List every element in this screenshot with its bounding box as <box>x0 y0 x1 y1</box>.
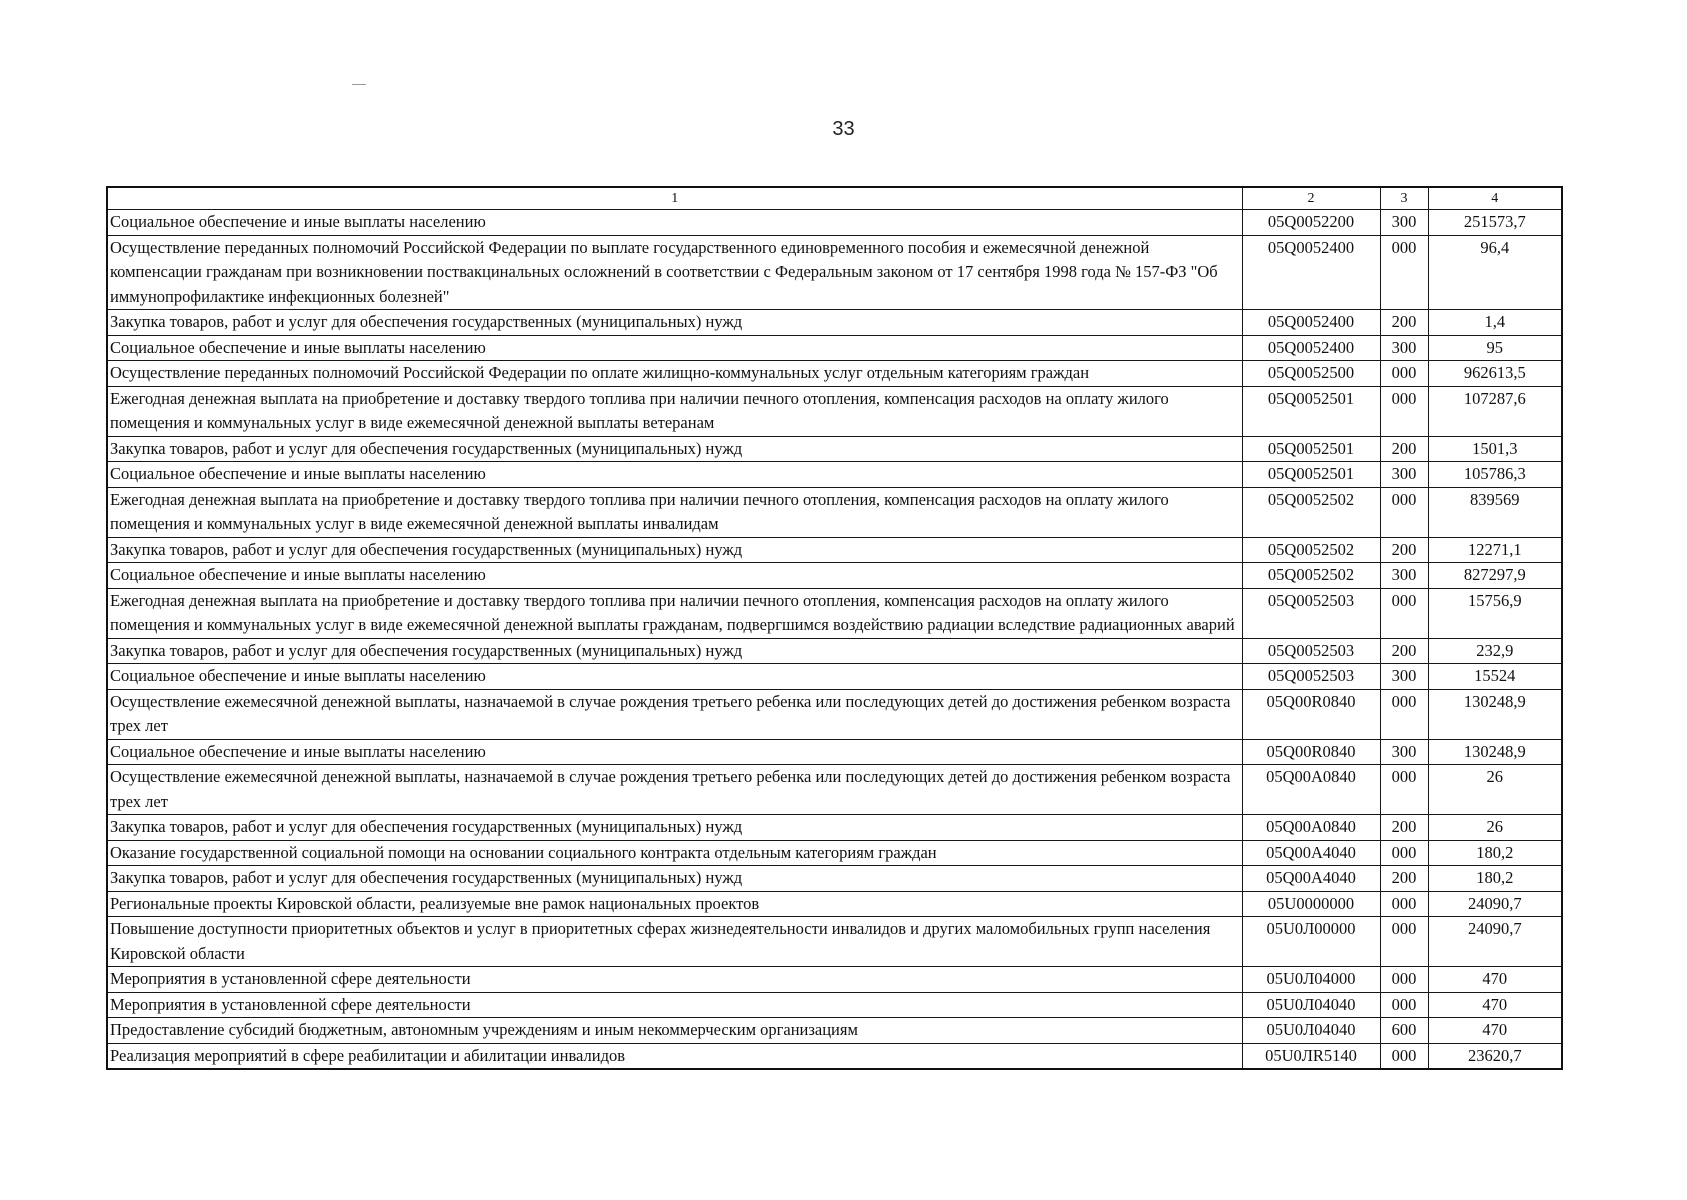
cell-name: Закупка товаров, работ и услуг для обеспечения государственных (муниципальных) нужд <box>107 310 1242 336</box>
cell-code: 05Q00A4040 <box>1242 866 1380 892</box>
cell-type: 000 <box>1380 967 1428 993</box>
table-row <box>107 537 1562 563</box>
page-number: 33 <box>832 118 855 140</box>
table-row <box>107 462 1562 488</box>
cell-code: 05Q0052400 <box>1242 335 1380 361</box>
cell-sum: 105786,3 <box>1428 462 1562 488</box>
cell-name: Социальное обеспечение и иные выплаты населению <box>107 335 1242 361</box>
cell-sum: 470 <box>1428 967 1562 993</box>
cell-type: 000 <box>1380 689 1428 739</box>
table-row <box>107 967 1562 993</box>
table-row <box>107 487 1562 537</box>
cell-code: 05Q00A4040 <box>1242 840 1380 866</box>
cell-name: Оказание государственной социальной помощи на основании социального контракта отдельным категориям граждан <box>107 840 1242 866</box>
table-row <box>107 815 1562 841</box>
cell-name: Предоставление субсидий бюджетным, автономным учреждениям и иным некоммерческим организациям <box>107 1018 1242 1044</box>
cell-code: 05Q0052502 <box>1242 487 1380 537</box>
cell-type: 200 <box>1380 310 1428 336</box>
cell-name: Ежегодная денежная выплата на приобретение и доставку твердого топлива при наличии печного отопления, компенсация расходов на оплату жилого помещения и коммунальных услуг в виде ежемесячной денежной выплаты ветеранам <box>107 386 1242 436</box>
cell-sum: 96,4 <box>1428 235 1562 310</box>
cell-code: 05Q0052502 <box>1242 537 1380 563</box>
cell-name: Закупка товаров, работ и услуг для обеспечения государственных (муниципальных) нужд <box>107 638 1242 664</box>
table-row <box>107 891 1562 917</box>
cell-code: 05Q0052503 <box>1242 588 1380 638</box>
cell-sum: 232,9 <box>1428 638 1562 664</box>
cell-sum: 1501,3 <box>1428 436 1562 462</box>
cell-sum: 130248,9 <box>1428 739 1562 765</box>
cell-name: Мероприятия в установленной сфере деятельности <box>107 967 1242 993</box>
cell-code: 05U0Л00000 <box>1242 917 1380 967</box>
table-row <box>107 563 1562 589</box>
table-row <box>107 436 1562 462</box>
table-row <box>107 361 1562 387</box>
table-row <box>107 765 1562 815</box>
cell-code: 05Q00R0840 <box>1242 689 1380 739</box>
cell-sum: 15756,9 <box>1428 588 1562 638</box>
table-row <box>107 310 1562 336</box>
cell-sum: 827297,9 <box>1428 563 1562 589</box>
cell-name: Закупка товаров, работ и услуг для обеспечения государственных (муниципальных) нужд <box>107 436 1242 462</box>
header-cell-type: 3 <box>1380 187 1428 210</box>
cell-name: Социальное обеспечение и иные выплаты населению <box>107 563 1242 589</box>
cell-sum: 130248,9 <box>1428 689 1562 739</box>
cell-type: 200 <box>1380 537 1428 563</box>
cell-name: Социальное обеспечение и иные выплаты населению <box>107 462 1242 488</box>
cell-type: 000 <box>1380 917 1428 967</box>
cell-type: 200 <box>1380 866 1428 892</box>
table-row <box>107 386 1562 436</box>
scan-artifact <box>352 84 366 85</box>
cell-type: 000 <box>1380 765 1428 815</box>
table-row <box>107 664 1562 690</box>
cell-type: 300 <box>1380 335 1428 361</box>
cell-type: 300 <box>1380 462 1428 488</box>
table-row <box>107 739 1562 765</box>
cell-code: 05Q00A0840 <box>1242 765 1380 815</box>
cell-type: 300 <box>1380 664 1428 690</box>
table-row <box>107 992 1562 1018</box>
cell-code: 05U0ЛR5140 <box>1242 1043 1380 1069</box>
budget-table <box>106 186 1563 1070</box>
cell-sum: 23620,7 <box>1428 1043 1562 1069</box>
table-row <box>107 1043 1562 1069</box>
cell-code: 05U0Л04040 <box>1242 992 1380 1018</box>
cell-type: 300 <box>1380 210 1428 236</box>
cell-sum: 12271,1 <box>1428 537 1562 563</box>
cell-type: 200 <box>1380 815 1428 841</box>
cell-name: Региональные проекты Кировской области, реализуемые вне рамок национальных проектов <box>107 891 1242 917</box>
cell-name: Закупка товаров, работ и услуг для обеспечения государственных (муниципальных) нужд <box>107 815 1242 841</box>
cell-type: 000 <box>1380 992 1428 1018</box>
table-row <box>107 1018 1562 1044</box>
table-row <box>107 840 1562 866</box>
cell-name: Повышение доступности приоритетных объектов и услуг в приоритетных сферах жизнедеятельности инвалидов и других маломобильных групп населения Кировской области <box>107 917 1242 967</box>
cell-type: 200 <box>1380 436 1428 462</box>
cell-code: 05Q00A0840 <box>1242 815 1380 841</box>
cell-type: 000 <box>1380 487 1428 537</box>
cell-type: 000 <box>1380 891 1428 917</box>
cell-code: 05Q0052503 <box>1242 638 1380 664</box>
cell-type: 000 <box>1380 1043 1428 1069</box>
cell-code: 05Q0052501 <box>1242 436 1380 462</box>
cell-type: 000 <box>1380 840 1428 866</box>
cell-sum: 95 <box>1428 335 1562 361</box>
cell-code: 05Q0052200 <box>1242 210 1380 236</box>
table-row <box>107 866 1562 892</box>
table-row <box>107 588 1562 638</box>
cell-code: 05Q00R0840 <box>1242 739 1380 765</box>
cell-sum: 470 <box>1428 1018 1562 1044</box>
cell-code: 05U0000000 <box>1242 891 1380 917</box>
table-header-row <box>107 187 1562 210</box>
cell-type: 300 <box>1380 739 1428 765</box>
cell-code: 05Q0052400 <box>1242 235 1380 310</box>
cell-sum: 24090,7 <box>1428 917 1562 967</box>
table-body <box>107 187 1562 1069</box>
cell-type: 000 <box>1380 235 1428 310</box>
cell-name: Социальное обеспечение и иные выплаты населению <box>107 739 1242 765</box>
table-row <box>107 917 1562 967</box>
cell-code: 05U0Л04000 <box>1242 967 1380 993</box>
cell-code: 05Q0052502 <box>1242 563 1380 589</box>
cell-type: 600 <box>1380 1018 1428 1044</box>
cell-sum: 839569 <box>1428 487 1562 537</box>
cell-sum: 24090,7 <box>1428 891 1562 917</box>
cell-sum: 180,2 <box>1428 840 1562 866</box>
cell-code: 05Q0052501 <box>1242 462 1380 488</box>
cell-name: Ежегодная денежная выплата на приобретение и доставку твердого топлива при наличии печного отопления, компенсация расходов на оплату жилого помещения и коммунальных услуг в виде ежемесячной денежной выплаты гражданам, подвергшимся воздействию радиации вследствие радиационных аварий <box>107 588 1242 638</box>
header-cell-sum: 4 <box>1428 187 1562 210</box>
cell-sum: 962613,5 <box>1428 361 1562 387</box>
cell-name: Осуществление ежемесячной денежной выплаты, назначаемой в случае рождения третьего ребенка или последующих детей до достижения ребенком возраста трех лет <box>107 765 1242 815</box>
cell-sum: 251573,7 <box>1428 210 1562 236</box>
cell-name: Осуществление переданных полномочий Российской Федерации по оплате жилищно-коммунальных услуг отдельным категориям граждан <box>107 361 1242 387</box>
cell-name: Мероприятия в установленной сфере деятельности <box>107 992 1242 1018</box>
cell-type: 000 <box>1380 386 1428 436</box>
table-row <box>107 689 1562 739</box>
cell-code: 05Q0052501 <box>1242 386 1380 436</box>
cell-sum: 180,2 <box>1428 866 1562 892</box>
header-cell-name: 1 <box>107 187 1242 210</box>
cell-code: 05U0Л04040 <box>1242 1018 1380 1044</box>
table-row <box>107 335 1562 361</box>
cell-code: 05Q0052400 <box>1242 310 1380 336</box>
cell-sum: 470 <box>1428 992 1562 1018</box>
cell-sum: 107287,6 <box>1428 386 1562 436</box>
cell-type: 300 <box>1380 563 1428 589</box>
table-row <box>107 235 1562 310</box>
cell-type: 000 <box>1380 588 1428 638</box>
cell-name: Закупка товаров, работ и услуг для обеспечения государственных (муниципальных) нужд <box>107 866 1242 892</box>
table-row <box>107 210 1562 236</box>
cell-code: 05Q0052500 <box>1242 361 1380 387</box>
cell-name: Ежегодная денежная выплата на приобретение и доставку твердого топлива при наличии печного отопления, компенсация расходов на оплату жилого помещения и коммунальных услуг в виде ежемесячной денежной выплаты инвалидам <box>107 487 1242 537</box>
cell-name: Социальное обеспечение и иные выплаты населению <box>107 664 1242 690</box>
cell-sum: 26 <box>1428 815 1562 841</box>
cell-type: 000 <box>1380 361 1428 387</box>
header-cell-code: 2 <box>1242 187 1380 210</box>
cell-sum: 15524 <box>1428 664 1562 690</box>
cell-name: Социальное обеспечение и иные выплаты населению <box>107 210 1242 236</box>
table-row <box>107 638 1562 664</box>
cell-name: Закупка товаров, работ и услуг для обеспечения государственных (муниципальных) нужд <box>107 537 1242 563</box>
cell-name: Осуществление ежемесячной денежной выплаты, назначаемой в случае рождения третьего ребенка или последующих детей до достижения ребенком возраста трех лет <box>107 689 1242 739</box>
cell-code: 05Q0052503 <box>1242 664 1380 690</box>
cell-name: Реализация мероприятий в сфере реабилитации и абилитации инвалидов <box>107 1043 1242 1069</box>
cell-sum: 26 <box>1428 765 1562 815</box>
cell-type: 200 <box>1380 638 1428 664</box>
cell-sum: 1,4 <box>1428 310 1562 336</box>
cell-name: Осуществление переданных полномочий Российской Федерации по выплате государственного единовременного пособия и ежемесячной денежной компенсации гражданам при возникновении поствакцинальных осложнений в соответствии с Федеральным законом от 17 сентября 1998 года № 157-ФЗ "Об иммунопрофилактике инфекционных болезней" <box>107 235 1242 310</box>
